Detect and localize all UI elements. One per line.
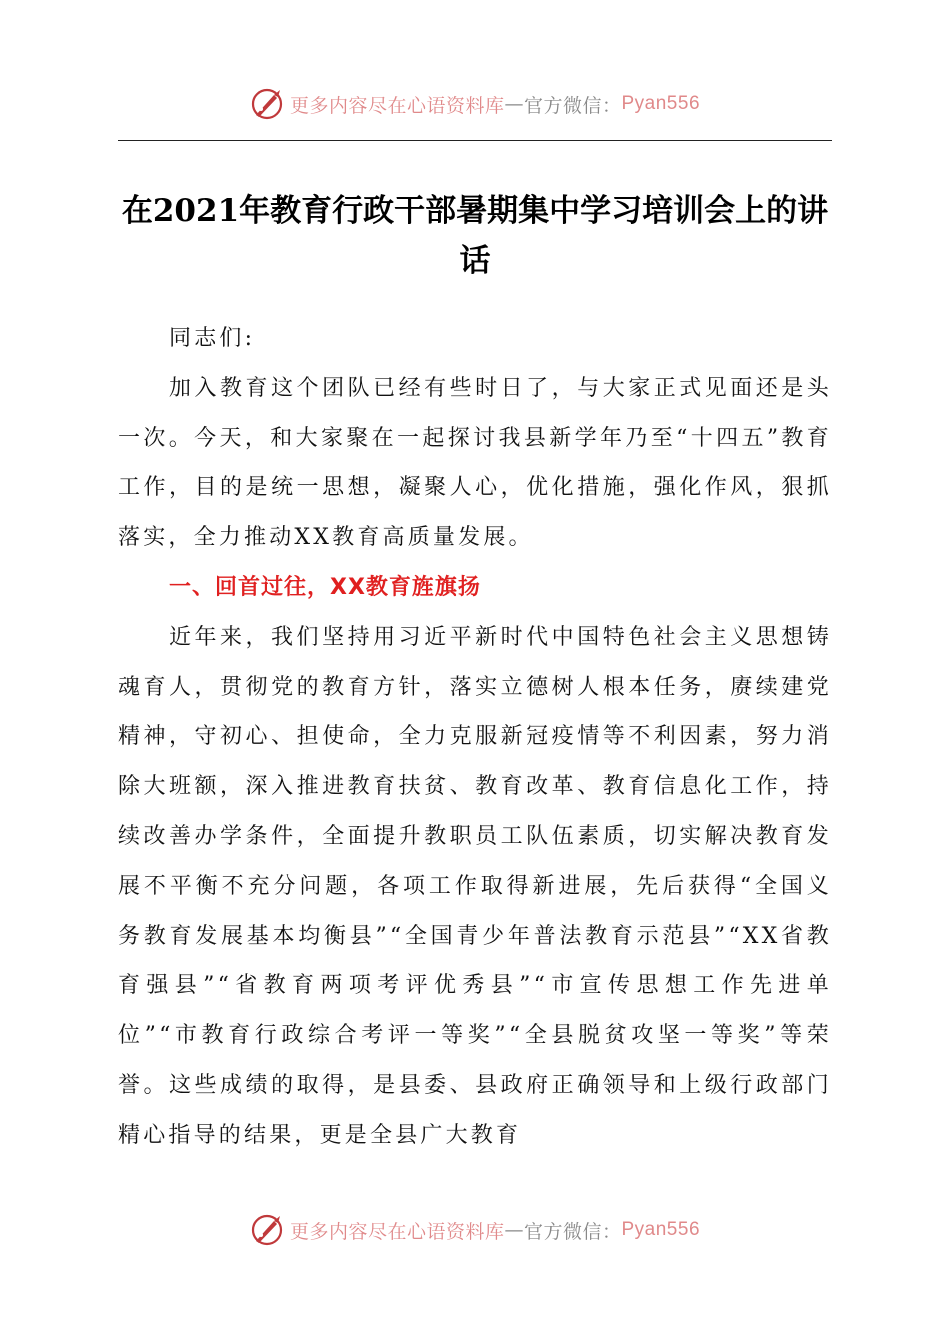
banner-site-text: 更多内容尽在心语资料库 — [289, 94, 505, 117]
header-divider — [118, 140, 832, 141]
banner-site-text: 更多内容尽在心语资料库 — [289, 1220, 505, 1243]
banner-separator: — — [504, 1219, 524, 1241]
document-body — [118, 314, 832, 1161]
footer-banner — [0, 1210, 950, 1250]
banner-account: Pyan556 — [621, 1219, 701, 1240]
section-heading: 一、回首过往，XX教育旌旗扬 — [169, 574, 481, 600]
greeting: 同志们: — [169, 326, 256, 351]
banner-separator: — — [504, 93, 524, 115]
paragraph: 加入教育这个团队已经有些时日了，与大家正式见面还是头一次。今天，和大家聚在一起探讨我县新学年乃至“十四五”教育工作，目的是统一思想，凝聚人心，优化措施，强化作风，狠抓落实，全力推动XX教育高质量发展。 — [118, 375, 832, 551]
banner-label: 官方微信： — [523, 94, 622, 117]
header-banner — [0, 84, 950, 124]
document-title: 在2021年教育行政干部暑期集中学习培训会上的讲话 — [121, 193, 829, 279]
banner-account: Pyan556 — [621, 93, 701, 114]
quill-logo-icon — [250, 1213, 284, 1247]
banner-label: 官方微信： — [523, 1220, 622, 1243]
paragraph: 近年来，我们坚持用习近平新时代中国特色社会主义思想铸魂育人，贯彻党的教育方针，落实立德树人根本任务，赓续建党精神，守初心、担使命，全力克服新冠疫情等不利因素，努力消除大班额，深入推进教育扶贫、教育改革、教育信息化工作，持续改善办学条件，全面提升教职员工队伍素质，切实解决教育发展不平衡不充分问题，各项工作取得新进展，先后获得“全国义务教育发展基本均衡县”“全国青少年普法教育示范县”“XX省教育强县”“省教育两项考评优秀县”“市宣传思想工作先进单位”“市教育行政综合考评一等奖”“全县脱贫攻坚一等奖”等荣誉。这些成绩的取得，是县委、县政府正确领导和上级行政部门精心指导的结果，更是全县广大教育 — [118, 624, 832, 1148]
quill-logo-icon — [250, 87, 284, 121]
